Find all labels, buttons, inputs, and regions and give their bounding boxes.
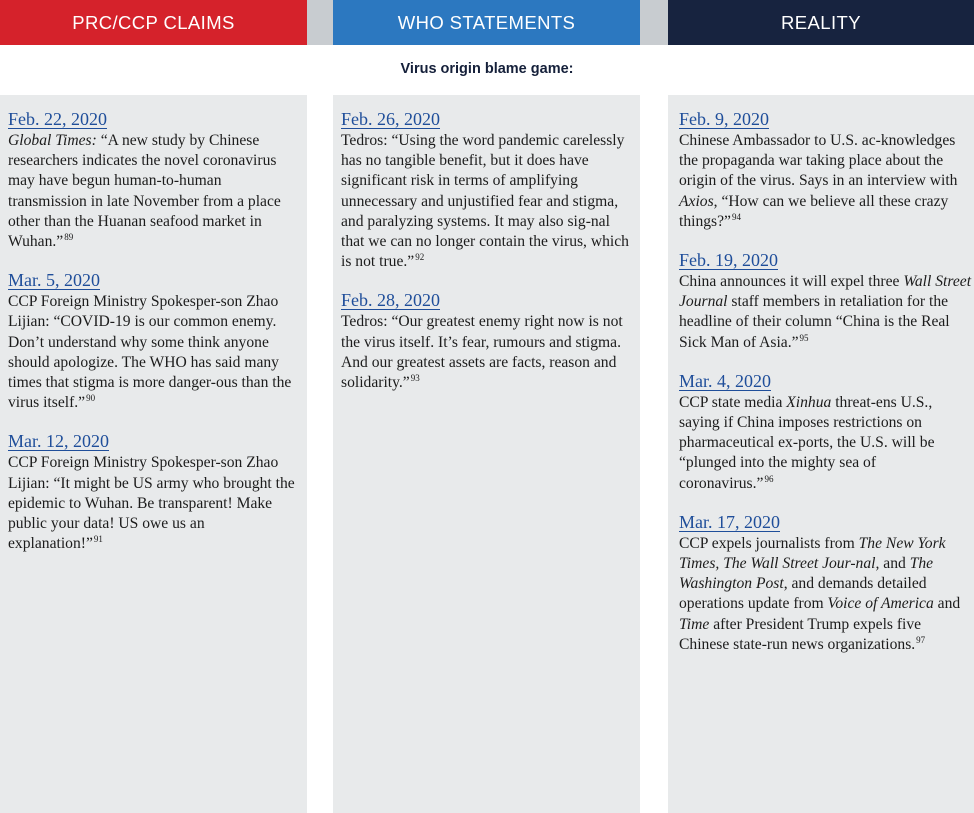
- entry-body: and: [879, 555, 910, 573]
- publication-name: Wall Street Journal: [679, 273, 972, 311]
- entry: [341, 109, 632, 272]
- entry: [8, 270, 299, 413]
- entry-date: Mar. 4, 2020: [679, 370, 771, 391]
- publication-name: Axios: [679, 192, 714, 210]
- entry-body: CCP Foreign Ministry Spokesper-son Zhao Lijian: “COVID-19 is our common enemy. Don’t understand why some think anyone should apologize. The WHO has said many times that stigma is more danger-ous than the virus itself.”: [8, 293, 292, 412]
- entry-body: , “How can we believe all these crazy things?”: [679, 192, 949, 230]
- entry: [679, 109, 972, 232]
- entry: [8, 109, 299, 252]
- column-prc-ccp-claims: [0, 95, 307, 813]
- footnote-marker: 91: [93, 534, 103, 545]
- footnote-marker: 95: [799, 332, 809, 343]
- entry-date: Mar. 12, 2020: [8, 431, 109, 452]
- entry-date: Feb. 19, 2020: [679, 250, 778, 271]
- source-name: Global Times:: [8, 132, 97, 149]
- entry: [679, 512, 972, 655]
- entry-date: Feb. 22, 2020: [8, 109, 107, 129]
- entry: [679, 250, 972, 353]
- header-prc-ccp-claims: PRC/CCP CLAIMS: [0, 0, 307, 45]
- footnote-marker: 90: [86, 393, 96, 404]
- publication-name: Xinhua: [786, 393, 832, 411]
- entry-body: Tedros: “Using the word pandemic carelessly has no tangible benefit, but it does have significant risk in terms of amplifying unnecessary and unjustified fear and stigma, and paralyzing systems. It may also sig-nal that we can no longer contain the virus, which is not true.”: [341, 132, 629, 271]
- entry-text: [341, 312, 632, 393]
- header-reality: REALITY: [668, 0, 974, 45]
- footnote-marker: 94: [731, 211, 741, 222]
- entry-text: [679, 272, 972, 353]
- entry-body: threat-ens U.S., saying if China imposes restrictions on pharmaceutical ex-ports, the U.S. will be “plunged into the mighty sea of coronavirus.”: [679, 393, 935, 492]
- entry: [8, 431, 299, 554]
- entry-date: Mar. 17, 2020: [679, 511, 780, 532]
- footnote-marker: 89: [64, 232, 74, 243]
- entry-date: Feb. 28, 2020: [341, 290, 440, 311]
- entry-body: CCP state media: [679, 393, 787, 411]
- entry-body: staff members in retaliation for the headline of their column “China is the Real Sick Man of Asia.”: [679, 293, 950, 351]
- entry-text: [679, 131, 972, 232]
- footnote-marker: 96: [764, 473, 774, 484]
- entry-body: CCP expels journalists from: [679, 534, 859, 552]
- column-who-statements: [333, 95, 640, 813]
- publication-name: Time: [679, 615, 710, 633]
- publication-name: Voice of America: [827, 595, 934, 613]
- section-subtitle: Virus origin blame game:: [400, 61, 574, 77]
- entry-body: Tedros: “Our greatest enemy right now is not the virus itself. It’s fear, rumours and stigma. And our greatest assets are facts, reason and solidarity.”: [341, 313, 623, 392]
- entry-body: Chinese Ambassador to U.S. ac-knowledges the propaganda war taking place about the origin of the virus. Says in an interview with: [679, 132, 958, 190]
- entry-date: Feb. 9, 2020: [679, 109, 769, 129]
- footnote-marker: 97: [916, 634, 926, 645]
- footnote-marker: 93: [410, 373, 420, 384]
- publication-name: The Washington Post: [679, 555, 934, 593]
- entry-date: Mar. 5, 2020: [8, 270, 100, 291]
- entry-text: [8, 453, 299, 554]
- entry: [679, 371, 972, 494]
- entry-body: and: [933, 595, 961, 613]
- publication-name: The New York Times, The Wall Street Jour-nal,: [679, 534, 946, 573]
- entry-body: “A new study by Chinese researchers indicates the novel coronavirus may have begun human-to-human transmission in late November from a place other than the Huanan seafood market in Wuhan.”: [8, 132, 281, 251]
- entry-text: [679, 393, 972, 494]
- entry-text: [8, 131, 299, 252]
- entry-body: China announces it will expel three: [679, 273, 904, 291]
- entry-body: , and demands detailed operations update from: [679, 575, 927, 613]
- footnote-marker: 92: [415, 252, 425, 263]
- header-who-statements: WHO STATEMENTS: [333, 0, 640, 45]
- entry-text: [341, 131, 632, 272]
- entry-body: CCP Foreign Ministry Spokesper-son Zhao Lijian: “It might be US army who brought the epidemic to Wuhan. Be transparent! Make public your data! US owe us an explanation!”: [8, 454, 295, 553]
- entry: [341, 290, 632, 393]
- entry-body: after President Trump expels five Chinese state-run news organizations.: [679, 615, 922, 653]
- entry-text: [679, 534, 972, 655]
- entry-text: [8, 292, 299, 413]
- column-reality: [668, 95, 974, 813]
- entry-date: Feb. 26, 2020: [341, 109, 440, 129]
